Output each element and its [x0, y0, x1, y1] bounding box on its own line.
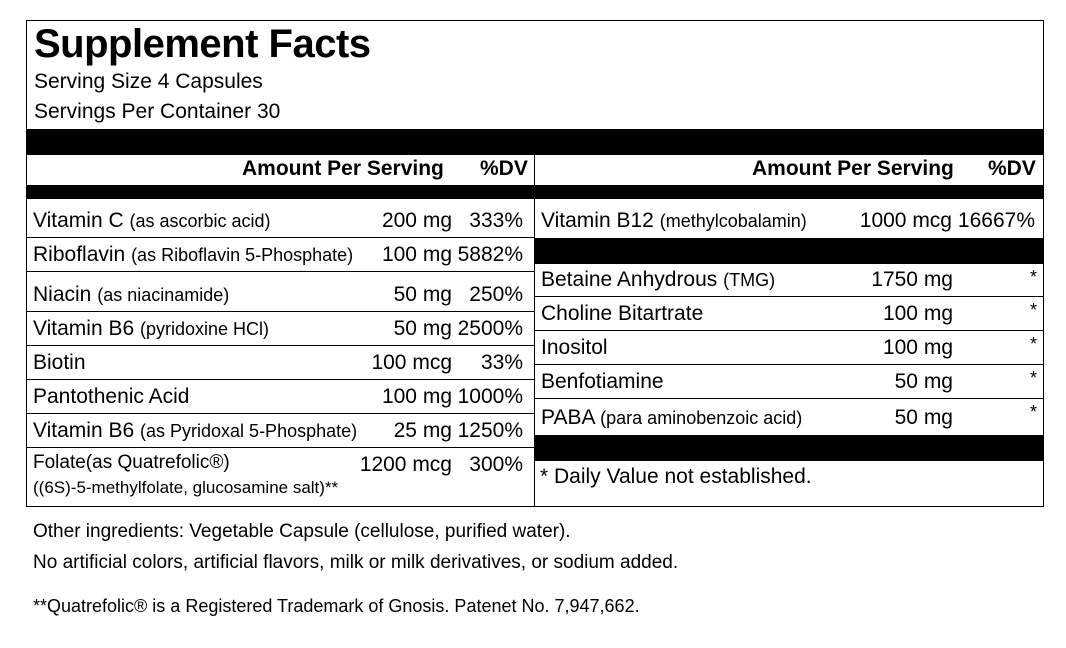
nutrient-row	[27, 346, 534, 380]
vitamin-b12-row	[535, 204, 1043, 238]
nutrient-name: Vitamin B6	[33, 317, 135, 340]
nutrient-row	[535, 264, 1043, 297]
nutrient-name: Vitamin C	[33, 209, 124, 232]
nutrient-name: Choline Bitartrate	[541, 302, 704, 325]
nutrient-row	[535, 399, 1043, 435]
right-header-divider	[535, 185, 1043, 199]
nutrient-dv: 5882%	[457, 243, 523, 266]
nutrient-dv: 2500%	[457, 317, 523, 340]
nutrient-name: Niacin	[33, 283, 92, 306]
nutrient-dv: *	[1029, 334, 1037, 354]
nutrient-amount: 50 mg	[894, 406, 953, 429]
b12-dv: 16667%	[957, 209, 1035, 232]
right-header-amount: Amount Per Serving	[752, 157, 954, 180]
folate-amount: 1200 mcg	[359, 453, 452, 476]
left-header-dv: %DV	[480, 157, 528, 180]
nutrient-detail: (as Riboflavin 5-Phosphate)	[131, 245, 354, 265]
nutrient-dv: 1000%	[457, 385, 523, 408]
nutrient-row	[535, 297, 1043, 331]
nutrient-name: Vitamin B6	[33, 419, 135, 442]
left-header-amount: Amount Per Serving	[242, 157, 444, 180]
thick-divider-bar	[27, 129, 1043, 155]
nutrient-detail: (as ascorbic acid)	[129, 211, 271, 231]
daily-value-note: * Daily Value not established.	[540, 465, 812, 488]
nutrient-amount: 50 mg	[894, 370, 953, 393]
nutrient-row	[27, 238, 534, 272]
left-header-divider	[27, 185, 534, 199]
nutrient-name: Inositol	[541, 336, 608, 359]
nutrient-amount: 25 mg	[393, 419, 452, 442]
nutrient-name: Biotin	[33, 351, 86, 374]
other-ingredients: Other ingredients: Vegetable Capsule (cellulose, purified water).	[33, 521, 571, 542]
nutrient-detail: (TMG)	[723, 270, 776, 290]
nutrient-dv: 333%	[469, 209, 523, 232]
nutrient-name: PABA	[541, 406, 595, 429]
nutrient-row	[27, 272, 534, 312]
nutrient-row	[27, 414, 534, 448]
b12-amount: 1000 mcg	[859, 209, 952, 232]
nutrient-dv: *	[1029, 267, 1037, 287]
nutrient-amount: 100 mg	[882, 336, 953, 359]
nutrient-dv: *	[1029, 300, 1037, 320]
serving-size: Serving Size 4 Capsules	[34, 70, 263, 93]
nutrient-amount: 100 mg	[882, 302, 953, 325]
nutrient-detail: (as Pyridoxal 5-Phosphate)	[140, 421, 358, 441]
trademark-note: **Quatrefolic® is a Registered Trademark of Gnosis. Patenet No. 7,947,662.	[33, 596, 640, 616]
nutrient-amount: 100 mcg	[371, 351, 452, 374]
right-black-bar-2	[535, 435, 1043, 461]
nutrient-amount: 50 mg	[393, 317, 452, 340]
nutrient-dv: 250%	[469, 283, 523, 306]
nutrient-name: Benfotiamine	[541, 370, 664, 393]
nutrient-detail: (pyridoxine HCl)	[140, 319, 270, 339]
nutrient-name: Betaine Anhydrous	[541, 268, 718, 291]
nutrient-detail: (as niacinamide)	[97, 285, 230, 305]
no-artificial-statement: No artificial colors, artificial flavors, milk or milk derivatives, or sodium added.	[33, 552, 679, 573]
supplement-facts-panel	[26, 20, 1044, 507]
nutrient-row	[27, 312, 534, 346]
nutrient-amount: 50 mg	[393, 283, 452, 306]
nutrient-dv: 1250%	[457, 419, 523, 442]
folate-detail: ((6S)-5-methylfolate, glucosamine salt)**	[33, 478, 339, 497]
nutrient-name: Riboflavin	[33, 243, 126, 266]
nutrient-row	[535, 331, 1043, 365]
right-header-dv: %DV	[988, 157, 1036, 180]
b12-detail: (methylcobalamin)	[659, 211, 807, 231]
nutrient-dv: 33%	[480, 351, 523, 374]
folate-name: Folate(as Quatrefolic®)	[33, 452, 230, 473]
nutrient-row	[535, 365, 1043, 399]
nutrient-dv: *	[1029, 402, 1037, 422]
panel-title: Supplement Facts	[34, 22, 371, 66]
b12-name: Vitamin B12	[541, 209, 654, 232]
nutrient-amount: 1750 mg	[871, 268, 953, 291]
folate-dv: 300%	[469, 453, 523, 476]
folate-row	[27, 448, 534, 506]
nutrient-name: Pantothenic Acid	[33, 385, 190, 408]
nutrient-amount: 100 mg	[381, 385, 452, 408]
nutrient-row	[27, 380, 534, 414]
nutrient-amount: 200 mg	[381, 209, 452, 232]
right-black-bar-1	[535, 238, 1043, 264]
nutrient-row	[27, 204, 534, 238]
servings-per-container: Servings Per Container 30	[34, 100, 281, 123]
nutrient-dv: *	[1029, 368, 1037, 388]
nutrient-detail: (para aminobenzoic acid)	[600, 408, 803, 428]
nutrient-amount: 100 mg	[381, 243, 452, 266]
